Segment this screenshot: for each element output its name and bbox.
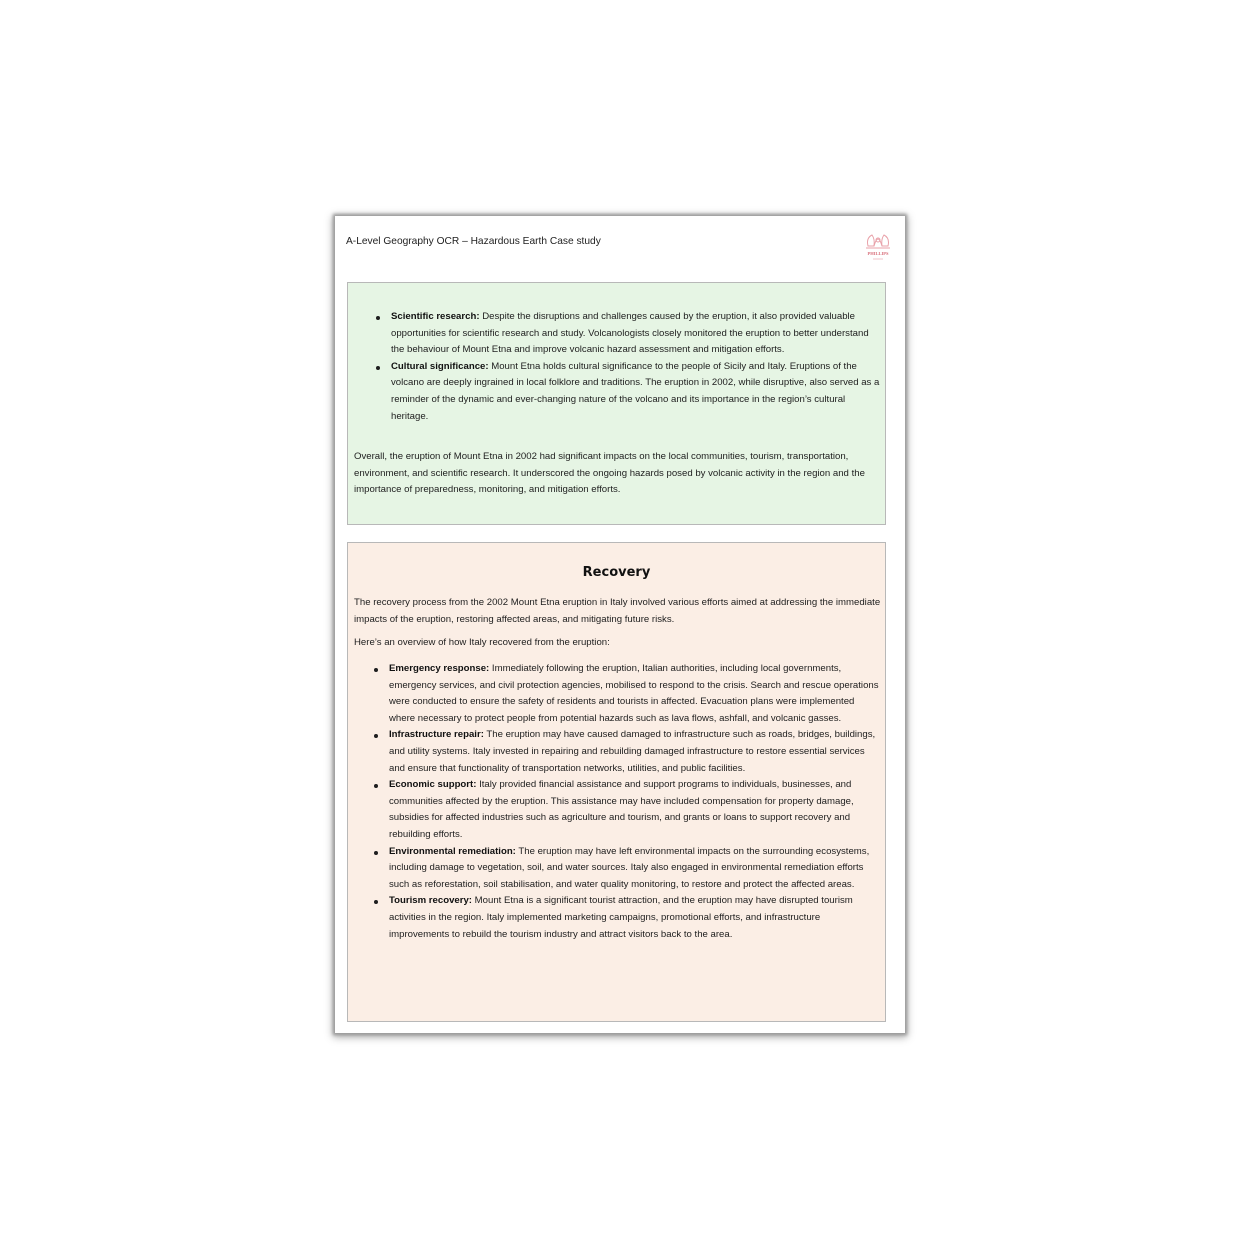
item-label: Cultural significance: <box>391 360 489 372</box>
svg-text:PHILLIPS: PHILLIPS <box>867 251 889 256</box>
list-item-environmental-remediation <box>389 844 883 894</box>
document-header-title: A-Level Geography OCR – Hazardous Earth Case study <box>346 236 601 247</box>
item-text: The eruption may have left environmental impacts on the surrounding ecosystems, including damage to vegetation, soil, and water sources. Italy also engaged in environmental remediation efforts such as reforestation, soil stabilisation, and water quality monitoring, to restore and protect the affected areas. <box>389 845 870 890</box>
bullet-icon <box>374 734 378 738</box>
school-logo-icon <box>860 230 896 264</box>
item-label: Economic support: <box>389 779 477 791</box>
bullet-icon <box>374 851 378 855</box>
recovery-intro: The recovery process from the 2002 Mount Etna eruption in Italy involved various efforts aimed at addressing the immediate impacts of the eruption, restoring affected areas, and mitigating future risks. <box>354 597 881 625</box>
list-item-cultural-significance <box>391 359 881 425</box>
list-item-economic-support <box>389 777 883 843</box>
item-text: The eruption may have caused damaged to infrastructure such as roads, bridges, buildings, and utility systems. Italy invested in repairing and rebuilding damaged infrastructure to restore essential services and ensure that functionality of transportation networks, utilities, and public facilities. <box>389 729 876 774</box>
bullet-icon <box>376 366 380 370</box>
item-text: Mount Etna holds cultural significance to the people of Sicily and Italy. Eruptions of the volcano are deeply ingrained in local folklore and traditions. The eruption in 2002, while disruptive, also served as a reminder of the dynamic and ever-changing nature of the volcano and its importance in the region’s cultural heritage. <box>391 360 880 422</box>
recovery-box <box>347 542 886 1022</box>
bullet-icon <box>376 316 380 320</box>
item-text: Immediately following the eruption, Italian authorities, including local governments, emergency services, and civil protection agencies, mobilised to respond to the crisis. Search and rescue operations were conducted to ensure the safety of residents and tourists in affected. Evacuation plans were implemented where necessary to protect people from potential hazards such as lava flows, ashfall, and volcanic gasses. <box>389 663 879 724</box>
bullet-icon <box>374 784 378 788</box>
item-label: Tourism recovery: <box>389 895 472 907</box>
item-text: Italy provided financial assistance and support programs to individuals, businesses, and communities affected by the eruption. This assistance may have included compensation for property damage, subsidies for affected industries such as agriculture and tourism, and grants or loans to support recovery and rebuilding efforts. <box>389 779 854 840</box>
item-label: Scientific research: <box>391 311 480 322</box>
item-text: Mount Etna is a significant tourist attraction, and the eruption may have disrupted tourism activities in the region. Italy implemented marketing campaigns, promotional efforts, and infrastructure improvements to rebuild the tourism industry and attract visitors back to the area. <box>389 895 853 940</box>
impacts-list <box>391 309 881 425</box>
recovery-overview: Here’s an overview of how Italy recovered from the eruption: <box>354 637 610 648</box>
item-text: Despite the disruptions and challenges caused by the eruption, it also provided valuable opportunities for scientific research and study. Volcanologists closely monitored the eruption to better understand the behaviour of Mount Etna and improve volcanic hazard assessment and mitigation efforts. <box>391 311 869 356</box>
list-item-emergency-response <box>389 661 883 727</box>
recovery-heading: Recovery <box>582 565 651 580</box>
recovery-list <box>389 661 883 943</box>
document-page <box>335 216 905 1033</box>
item-label: Environmental remediation: <box>389 845 516 857</box>
impacts-continued-box <box>347 282 886 525</box>
list-item-tourism-recovery <box>389 893 883 943</box>
impacts-summary: Overall, the eruption of Mount Etna in 2002 had significant impacts on the local communities, tourism, transportation, environment, and scientific research. It underscored the ongoing hazards posed by volcanic activity in the region and the importance of preparedness, monitoring, and mitigation efforts. <box>354 451 865 496</box>
item-label: Infrastructure repair: <box>389 729 484 741</box>
list-item-infrastructure-repair <box>389 727 883 777</box>
bullet-icon <box>374 900 378 904</box>
bullet-icon <box>374 668 378 672</box>
item-label: Emergency response: <box>389 663 490 674</box>
list-item-scientific-research <box>391 309 881 359</box>
